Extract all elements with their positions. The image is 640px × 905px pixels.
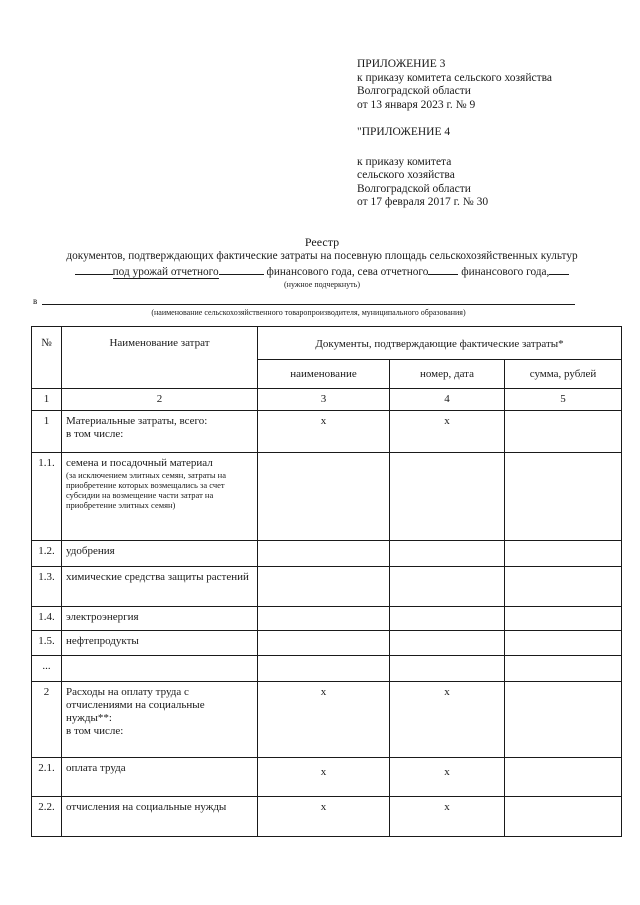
row-label — [62, 453, 258, 541]
header-doc-name: наименование — [258, 360, 390, 389]
org-fill-line — [42, 304, 575, 305]
appendix-3-line: Волгоградской области — [357, 85, 471, 97]
index-cell: 2 — [62, 389, 258, 411]
period-text-a: под урожай отчетного — [112, 266, 219, 278]
row-label: удобрения — [62, 541, 258, 567]
row-doc-number — [390, 631, 505, 656]
row-number: 1.1. — [32, 453, 62, 541]
row-doc-sum — [505, 411, 622, 453]
header-name: Наименование затрат — [62, 327, 258, 389]
row-doc-sum — [505, 607, 622, 631]
row-doc-name — [258, 656, 390, 682]
row-note: (за исключением элитных семян, затраты на приобретение которых возмещались за счет субсидии на возмещение части затрат на приобретение элитных семян) — [66, 470, 227, 510]
row-doc-sum — [505, 682, 622, 758]
row-doc-name: x — [258, 682, 390, 758]
row-label: химические средства защиты растений — [62, 567, 258, 607]
row-doc-sum — [505, 758, 622, 797]
row-doc-sum — [505, 631, 622, 656]
row-number: 1.3. — [32, 567, 62, 607]
row-number: 2.1. — [32, 758, 62, 797]
row-number: 1.4. — [32, 607, 62, 631]
table-row — [32, 631, 622, 656]
period-text-c: финансового года, — [461, 266, 550, 278]
row-label-line: семена и посадочный материал — [66, 457, 213, 469]
table-header-row — [32, 327, 622, 360]
row-doc-number — [390, 541, 505, 567]
row-number: 1.2. — [32, 541, 62, 567]
appendix-4-line: от 17 февраля 2017 г. № 30 — [357, 196, 489, 208]
row-doc-name: x — [258, 411, 390, 453]
org-note: (наименование сельскохозяйственного товаропроизводителя, муниципального образования) — [151, 308, 466, 317]
row-doc-sum — [505, 567, 622, 607]
row-doc-name — [258, 567, 390, 607]
index-cell: 4 — [390, 389, 505, 411]
table-row — [32, 682, 622, 758]
appendix-4-line: к приказу комитета — [357, 155, 452, 168]
header-documents: Документы, подтверждающие фактические затраты* — [258, 327, 622, 360]
row-doc-number: x — [390, 682, 505, 758]
index-cell: 1 — [32, 389, 62, 411]
row-doc-number: x — [390, 411, 505, 453]
row-label: электроэнергия — [62, 607, 258, 631]
row-label — [62, 411, 258, 453]
row-doc-sum — [505, 656, 622, 682]
registry-title: Реестр — [304, 235, 340, 249]
row-doc-name — [258, 453, 390, 541]
table-row — [32, 453, 622, 541]
appendix-3-line: к приказу комитета сельского хозяйства — [357, 71, 553, 84]
header-doc-sum: сумма, рублей — [505, 360, 622, 389]
in-label: в — [33, 296, 38, 306]
row-doc-number: x — [390, 797, 505, 837]
table-row — [32, 797, 622, 837]
table-row — [32, 758, 622, 797]
row-label-line: Материальные затраты, всего: — [66, 415, 208, 427]
row-doc-name — [258, 607, 390, 631]
row-doc-name — [258, 541, 390, 567]
row-label — [62, 656, 258, 682]
header-no: № — [32, 327, 62, 389]
row-number: 1 — [32, 411, 62, 453]
table-row — [32, 656, 622, 682]
table-row — [32, 567, 622, 607]
row-label: отчисления на социальные нужды — [62, 797, 258, 837]
row-doc-name — [258, 631, 390, 656]
row-doc-number — [390, 656, 505, 682]
row-doc-sum — [505, 541, 622, 567]
row-label-line: Расходы на оплату труда с отчислениями на социальные нужды**: — [66, 686, 205, 724]
row-label-line: в том числе: — [66, 725, 124, 737]
index-cell: 3 — [258, 389, 390, 411]
appendix-4-block — [357, 126, 488, 210]
row-doc-name: x — [258, 758, 390, 797]
appendix-3-block — [357, 58, 552, 112]
table-row — [32, 541, 622, 567]
row-doc-number — [390, 607, 505, 631]
table-row — [32, 411, 622, 453]
row-doc-number — [390, 567, 505, 607]
registry-subtitle: документов, подтверждающих фактические затраты на посевную площадь сельскохозяйственных культур — [66, 250, 578, 262]
row-number: ... — [32, 656, 62, 682]
row-doc-number — [390, 453, 505, 541]
row-label: нефтепродукты — [62, 631, 258, 656]
appendix-4-title: "ПРИЛОЖЕНИЕ 4 — [357, 126, 451, 138]
row-label-line: в том числе: — [66, 428, 124, 440]
row-number: 2 — [32, 682, 62, 758]
row-doc-sum — [505, 453, 622, 541]
underline-note: (нужное подчеркнуть) — [284, 280, 360, 289]
row-label: оплата труда — [62, 758, 258, 797]
row-number: 2.2. — [32, 797, 62, 837]
registry-table — [31, 326, 622, 837]
table-index-row — [32, 389, 622, 411]
registry-period-line — [30, 264, 614, 278]
appendix-4-line: Волгоградской области — [357, 182, 471, 195]
table-row — [32, 607, 622, 631]
period-text-b: финансового года, сева отчетного — [266, 266, 429, 278]
row-doc-name: x — [258, 797, 390, 837]
row-doc-number: x — [390, 758, 505, 797]
appendix-3-title: ПРИЛОЖЕНИЕ 3 — [357, 58, 446, 70]
header-doc-number: номер, дата — [390, 360, 505, 389]
index-cell: 5 — [505, 389, 622, 411]
appendix-3-line: от 13 января 2023 г. № 9 — [357, 98, 476, 111]
row-number: 1.5. — [32, 631, 62, 656]
row-doc-sum — [505, 797, 622, 837]
row-label — [62, 682, 258, 758]
appendix-4-line: сельского хозяйства — [357, 169, 455, 181]
